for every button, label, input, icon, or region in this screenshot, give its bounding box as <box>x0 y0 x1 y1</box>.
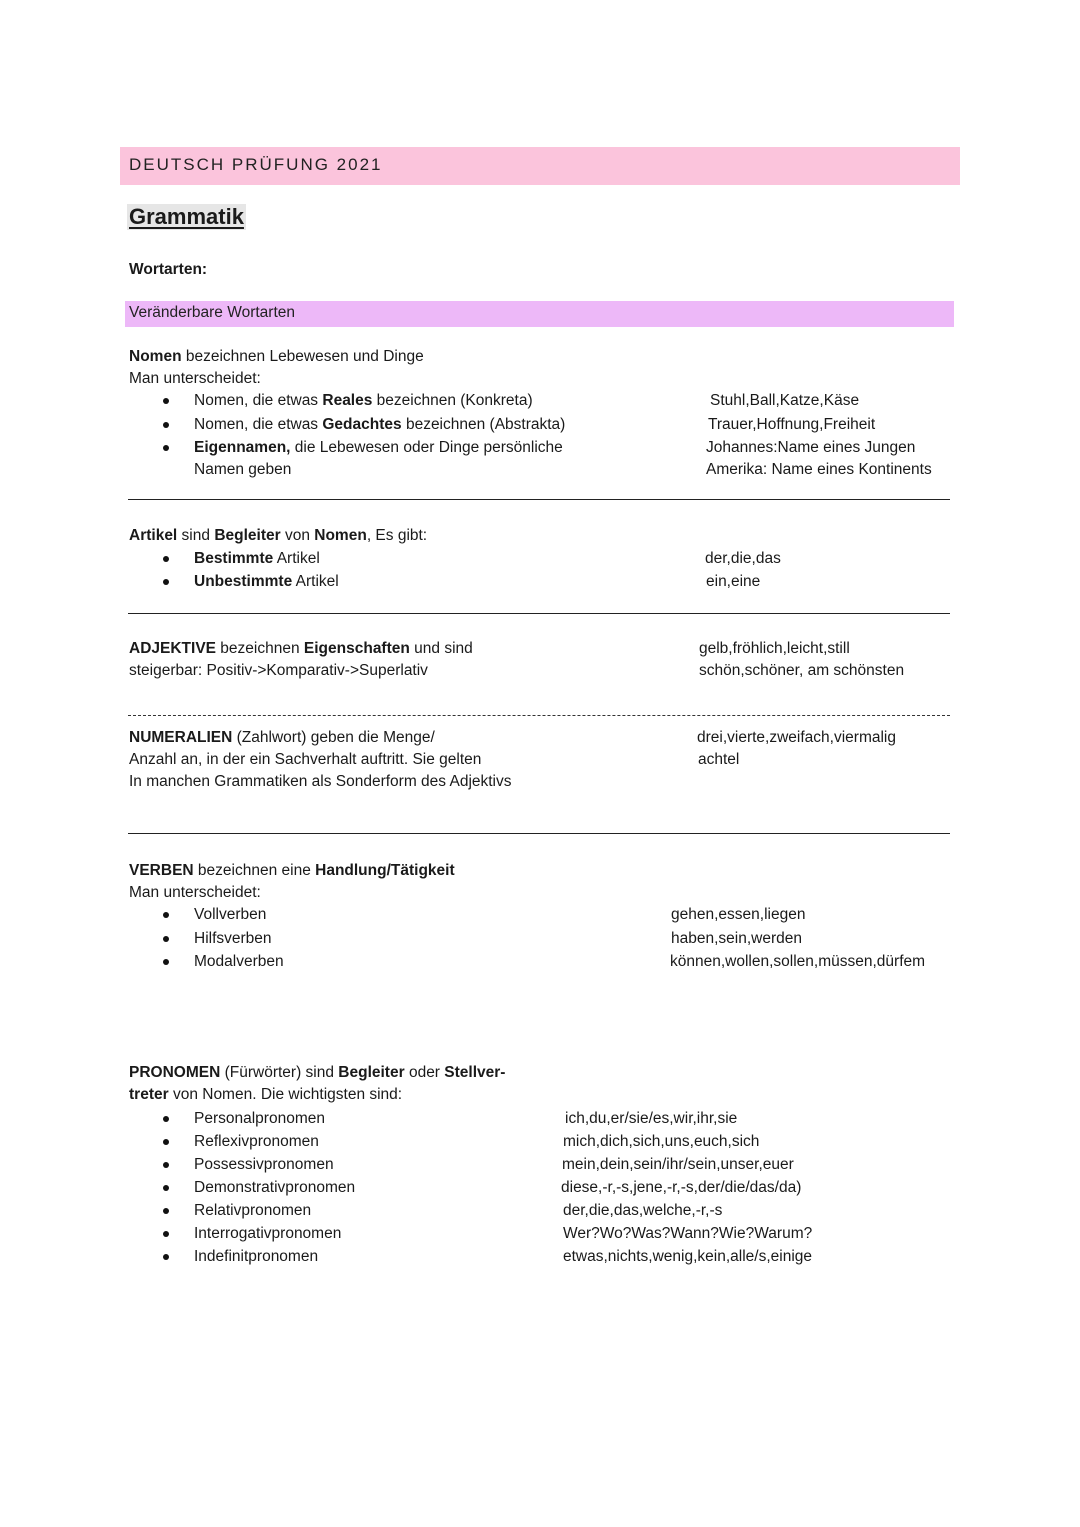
pronomen-line2: treter von Nomen. Die wichtigsten sind: <box>129 1086 403 1103</box>
divider <box>128 499 950 500</box>
numeralien-lead: NUMERALIEN (Zahlwort) geben die Menge/ <box>129 729 435 746</box>
bullet <box>163 1208 169 1214</box>
bullet <box>163 959 169 965</box>
verben-example-3: können,wollen,sollen,müssen,dürfem <box>670 953 926 970</box>
pronomen-example-3: mein,dein,sein/ihr/sein,unser,euer <box>562 1156 794 1173</box>
pronomen-item-7: Indefinitpronomen <box>194 1248 319 1265</box>
nomen-item-3-cont: Namen geben <box>194 461 292 478</box>
bullet <box>163 1116 169 1122</box>
bullet <box>163 556 169 562</box>
bullet <box>163 1231 169 1237</box>
nomen-item-1: Nomen, die etwas Reales bezeichnen (Konkreta) <box>194 392 533 409</box>
bullet <box>163 1254 169 1260</box>
bullet <box>163 1185 169 1191</box>
artikel-example-1: der,die,das <box>705 550 781 567</box>
nomen-example-2: Trauer,Hoffnung,Freiheit <box>708 416 876 433</box>
adjektive-example-1: gelb,fröhlich,leicht,still <box>699 640 850 657</box>
divider <box>128 613 950 614</box>
pronomen-item-5: Relativpronomen <box>194 1202 312 1219</box>
adjektive-lead: ADJEKTIVE bezeichnen Eigenschaften und sind <box>129 640 473 657</box>
nomen-example-cont: Amerika: Name eines Kontinents <box>706 461 932 478</box>
numeralien-line3: In manchen Grammatiken als Sonderform des Adjektivs <box>129 773 512 790</box>
nomen-example-1: Stuhl,Ball,Katze,Käse <box>710 392 860 409</box>
artikel-item-1: Bestimmte Artikel <box>194 550 320 567</box>
pronomen-example-6: Wer?Wo?Was?Wann?Wie?Warum? <box>563 1225 813 1242</box>
document-title: DEUTSCH PRÜFUNG 2021 <box>129 155 383 174</box>
pronomen-example-1: ich,du,er/sie/es,wir,ihr,sie <box>565 1110 738 1127</box>
pronomen-item-6: Interrogativpronomen <box>194 1225 342 1242</box>
heading-grammatik: Grammatik <box>129 204 244 229</box>
bullet <box>163 422 169 428</box>
pronomen-example-7: etwas,nichts,wenig,kein,alle/s,einige <box>563 1248 812 1265</box>
nomen-line2: Man unterscheidet: <box>129 370 261 387</box>
artikel-lead: Artikel sind Begleiter von Nomen, Es gibt: <box>129 527 428 544</box>
pronomen-example-4: diese,-r,-s,jene,-r,-s,der/die/das/da) <box>561 1179 802 1196</box>
numeralien-example-1: drei,vierte,zweifach,viermalig <box>697 729 896 746</box>
verben-line2: Man unterscheidet: <box>129 884 261 901</box>
numeralien-line2: Anzahl an, in der ein Sachverhalt auftritt. Sie gelten <box>129 751 482 768</box>
subsection-title: Veränderbare Wortarten <box>129 304 296 321</box>
pronomen-lead: PRONOMEN (Fürwörter) sind Begleiter oder Stellver- <box>129 1064 506 1081</box>
verben-example-2: haben,sein,werden <box>671 930 802 947</box>
nomen-example-3: Johannes:Name eines Jungen <box>706 439 916 456</box>
bullet <box>163 936 169 942</box>
wortarten-label: Wortarten: <box>129 261 208 278</box>
nomen-item-2: Nomen, die etwas Gedachtes bezeichnen (Abstrakta) <box>194 416 566 433</box>
adjektive-example-2: schön,schöner, am schönsten <box>699 662 905 679</box>
verben-example-1: gehen,essen,liegen <box>671 906 806 923</box>
verben-item-1: Vollverben <box>194 906 267 923</box>
artikel-item-2: Unbestimmte Artikel <box>194 573 339 590</box>
numeralien-example-2: achtel <box>698 751 740 768</box>
nomen-lead: Nomen bezeichnen Lebewesen und Dinge <box>129 348 424 365</box>
verben-item-2: Hilfsverben <box>194 930 272 947</box>
adjektive-line2: steigerbar: Positiv->Komparativ->Superlativ <box>129 662 428 679</box>
divider <box>128 833 950 834</box>
pronomen-example-2: mich,dich,sich,uns,euch,sich <box>563 1133 760 1150</box>
pronomen-example-5: der,die,das,welche,-r,-s <box>563 1202 723 1219</box>
pronomen-item-4: Demonstrativpronomen <box>194 1179 356 1196</box>
verben-item-3: Modalverben <box>194 953 284 970</box>
bullet <box>163 445 169 451</box>
bullet <box>163 579 169 585</box>
bullet <box>163 398 169 404</box>
nomen-item-3: Eigennamen, die Lebewesen oder Dinge persönliche <box>194 439 563 456</box>
dashed-divider <box>128 715 950 716</box>
pronomen-item-1: Personalpronomen <box>194 1110 325 1127</box>
bullet <box>163 1139 169 1145</box>
pronomen-item-2: Reflexivpronomen <box>194 1133 319 1150</box>
bullet <box>163 1162 169 1168</box>
verben-lead: VERBEN bezeichnen eine Handlung/Tätigkeit <box>129 862 455 879</box>
pronomen-item-3: Possessivpronomen <box>194 1156 334 1173</box>
bullet <box>163 912 169 918</box>
artikel-example-2: ein,eine <box>706 573 761 590</box>
